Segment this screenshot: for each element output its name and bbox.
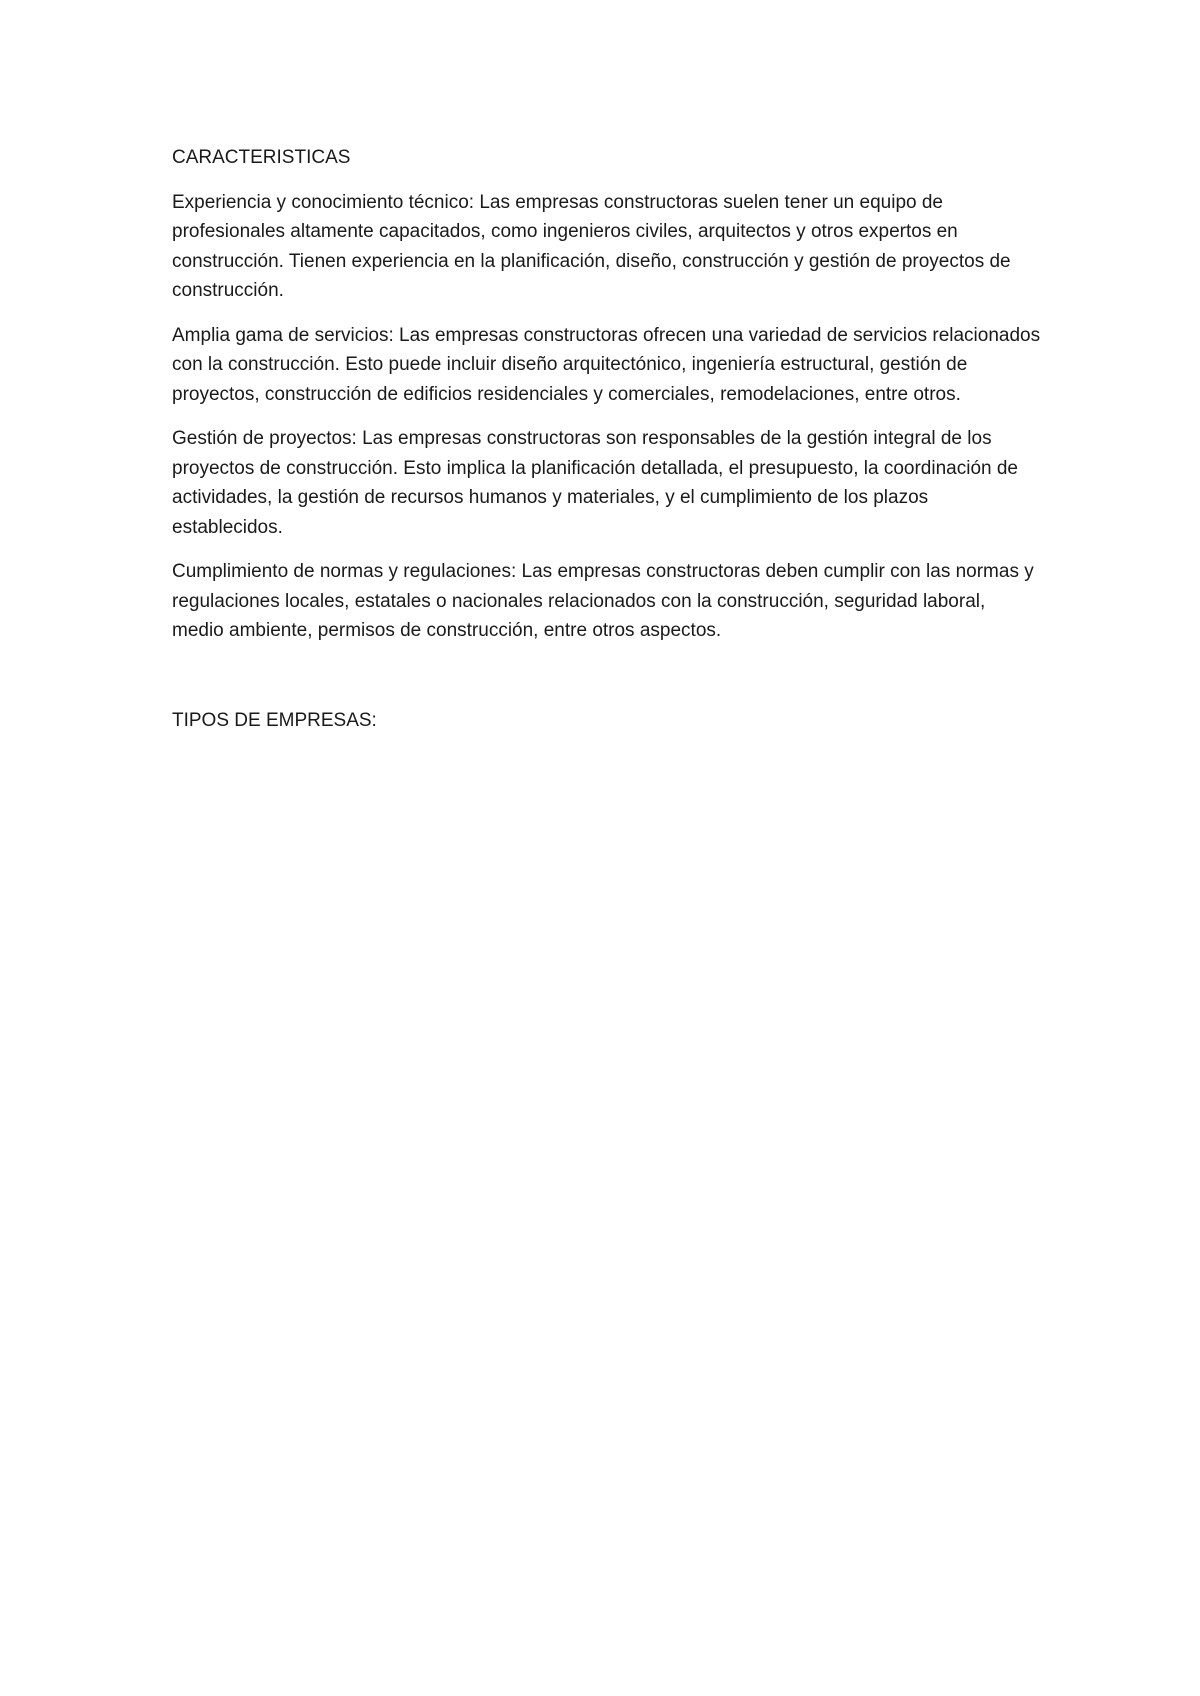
paragraph-gestion: Gestión de proyectos: Las empresas constructoras son responsables de la gestión integral de los proyectos de construcción. Esto implica la planificación detallada, el presupuesto, la coordinación de actividades, la gestión de recursos humanos y materiales, y el cumplimiento de los plazos establecidos.: [172, 428, 1018, 538]
paragraph-experiencia: Experiencia y conocimiento técnico: Las empresas constructoras suelen tener un equipo de profesionales altamente capacitados, como ingenieros civiles, arquitectos y otros expertos en construcción. Tienen experiencia en la planificación, diseño, construcción y gestión de proyectos de construcción.: [172, 191, 1011, 301]
section-heading-tipos: TIPOS DE EMPRESAS:: [172, 709, 377, 731]
document-body: [172, 143, 1042, 735]
paragraph-normas: Cumplimiento de normas y regulaciones: Las empresas constructoras deben cumplir con las normas y regulaciones locales, estatales o nacionales relacionados con la construcción, seguridad laboral, medio ambiente, permisos de construcción, entre otros aspectos.: [172, 561, 1034, 641]
section-heading-caracteristicas: CARACTERISTICAS: [172, 147, 351, 168]
paragraph-servicios: Amplia gama de servicios: Las empresas constructoras ofrecen una variedad de servicios relacionados con la construcción. Esto puede incluir diseño arquitectónico, ingeniería estructural, gestión de proyectos, construcción de edificios residenciales y comerciales, remodelaciones, entre otros.: [172, 324, 1041, 405]
